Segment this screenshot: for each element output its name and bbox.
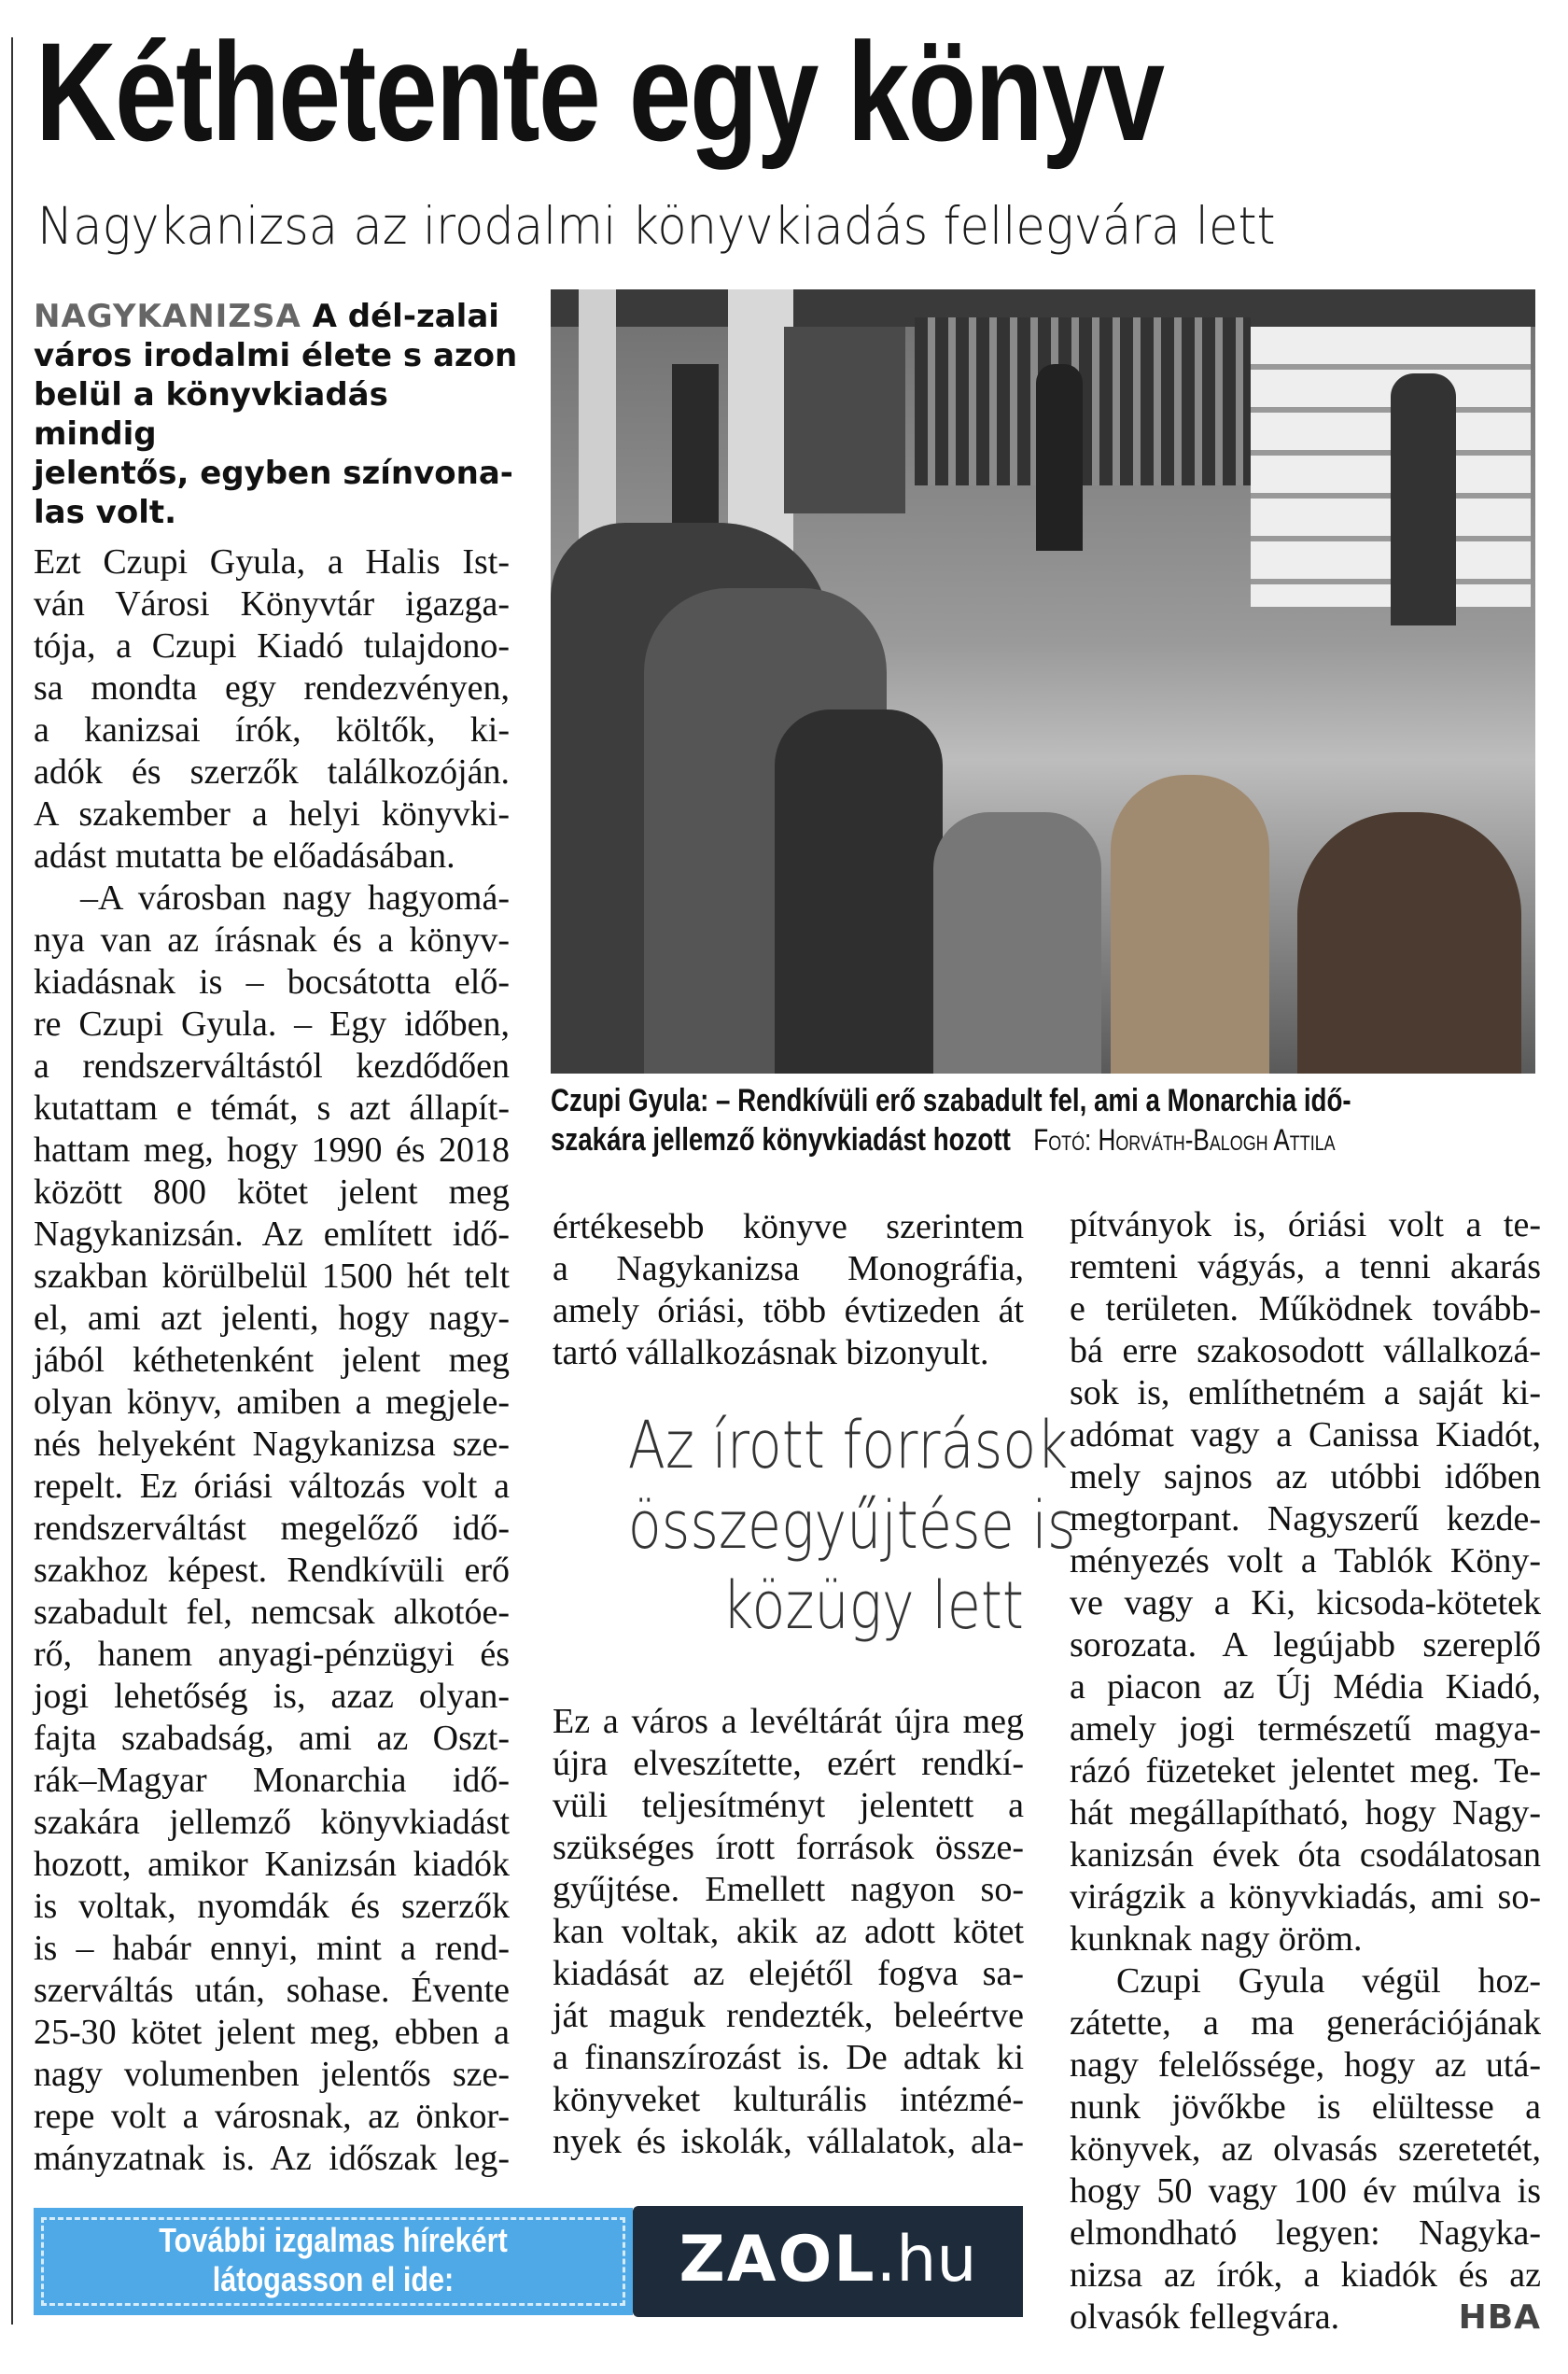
text-line: mely sajnos az utóbbi időben — [1070, 1457, 1541, 1496]
text-line: nya van az írásnak és a könyv- — [34, 920, 510, 960]
banner-line: látogasson el ide: — [212, 2260, 455, 2298]
text-line: ve vagy a Ki, kicsoda-kötetek — [1070, 1583, 1541, 1622]
text-line: szabadult fel, nemcsak alkotóe- — [34, 1593, 510, 1632]
text-line: kunknak nagy öröm. — [1070, 1919, 1363, 1959]
text-line: A szakember a helyi könyvki- — [34, 794, 510, 834]
banner-text — [78, 2221, 588, 2299]
text-line: vüli teljesítményt jelentett a — [553, 1786, 1024, 1825]
text-line: szakára jellemző könyvkiadást — [34, 1803, 510, 1842]
text-line: között 800 kötet jelent meg — [34, 1173, 510, 1212]
text-line: tója, a Czupi Kiadó tulajdono- — [34, 626, 510, 666]
text-line: kiadásnak is – bocsátotta elő- — [34, 962, 510, 1002]
text-line: e területen. Működnek tovább- — [1070, 1289, 1541, 1328]
text-line: kutattam e témát, s azt állapít- — [34, 1089, 510, 1128]
zaol-promo-banner[interactable] — [34, 2208, 1023, 2315]
logo-suffix: .hu — [875, 2223, 977, 2297]
text-line: nagy felelőssége, hogy az utá- — [1070, 2045, 1541, 2085]
text-line: amely óriási, több évtizeden át — [553, 1291, 1024, 1330]
text-line: sorozata. A legújabb szereplő — [1070, 1625, 1541, 1665]
text-line: fajta szabadság, ami az Oszt- — [34, 1719, 510, 1758]
text-line: mányzatnak is. Az időszak leg- — [34, 2139, 510, 2178]
text-line: a piacon az Új Média Kiadó, — [1070, 1667, 1541, 1707]
body-column-middle-top — [553, 1206, 1024, 1374]
text-line: megtorpant. Nagyszerű kezde- — [1070, 1499, 1541, 1538]
text-line: re Czupi Gyula. – Egy időben, — [34, 1004, 510, 1044]
text-line: kan voltak, akik az adott kötet — [553, 1912, 1024, 1951]
text-line: 25-30 kötet jelent meg, ebben a — [34, 2013, 510, 2052]
lead-line: A dél-zalai — [312, 298, 499, 335]
text-line: nyek és iskolák, vállalatok, ala- — [553, 2122, 1024, 2161]
text-line: is – habár ennyi, mint a rend- — [34, 1929, 510, 1968]
event-photo — [551, 289, 1535, 1074]
text-line: hozott, amikor Kanizsán kiadók — [34, 1845, 510, 1884]
lead-line: jelentős, egyben színvona- — [34, 455, 513, 492]
pull-quote — [553, 1405, 1076, 1646]
body-column-left — [34, 541, 510, 2180]
zaol-logo[interactable] — [633, 2223, 1023, 2297]
text-line: nunk jövőkbe is elültesse a — [1070, 2087, 1541, 2127]
caption-line: Czupi Gyula: – Rendkívüli erő szabadult fel, ami a Monarchia idő- — [551, 1083, 1351, 1118]
text-line: könyveket kulturális intézmé- — [553, 2080, 1024, 2119]
text-line: sa mondta egy rendezvényen, — [34, 668, 510, 708]
text-line: hát megállapítható, hogy Nagy- — [1070, 1793, 1541, 1833]
text-line: rendszerváltást megelőző idő- — [34, 1509, 510, 1548]
text-line: ját maguk rendezték, beleértve — [553, 1996, 1024, 2035]
body-column-right — [1070, 1204, 1541, 2339]
text-line: olvasók fellegvára. — [1070, 2297, 1340, 2337]
zaol-logo-panel[interactable] — [633, 2206, 1023, 2317]
text-line: szakhoz képest. Rendkívüli erő — [34, 1551, 510, 1590]
text-line: jogi lehetőség is, azaz olyan- — [34, 1677, 510, 1716]
text-line: a rendszerváltástól kezdődően — [34, 1047, 510, 1086]
text-line: nagy volumenben jelentős sze- — [34, 2055, 510, 2094]
text-line: amely jogi természetű magya- — [1070, 1709, 1541, 1749]
text-line: Ezt Czupi Gyula, a Halis Ist- — [34, 542, 510, 582]
text-line: újra elveszítette, ezért rendkí- — [553, 1744, 1024, 1783]
lead-line: las volt. — [34, 494, 177, 531]
lead-line: város irodalmi élete s azon — [34, 337, 518, 374]
text-line: tartó vállalkozásnak bizonyult. — [553, 1333, 989, 1372]
pull-quote-line: Az írott források — [627, 1407, 1069, 1483]
text-line: zátette, a ma generációjának — [1070, 2003, 1541, 2043]
text-line: –A városban nagy hagyomá- — [80, 878, 510, 918]
text-line: kanizsán évek óta csodálatosan — [1070, 1835, 1541, 1875]
text-line: a finanszírozást is. De adtak ki — [553, 2038, 1024, 2077]
lead-line: belül a könyvkiadás mindig — [34, 376, 388, 453]
text-line: könyvek, az olvasás szeretetét, — [1070, 2129, 1541, 2169]
text-line: is voltak, nyomdák és szerzők — [34, 1887, 510, 1926]
text-line: a kanizsai írók, költők, ki- — [34, 710, 510, 750]
text-line: szükséges írott források össze- — [553, 1828, 1024, 1867]
photo-caption — [551, 1081, 1532, 1159]
text-line: ményezés volt a Tablók Köny- — [1070, 1541, 1541, 1580]
text-line: adók és szerzők találkozóján. — [34, 752, 510, 792]
author-byline: HBA — [1458, 2298, 1541, 2337]
text-line: rák–Magyar Monarchia idő- — [34, 1761, 510, 1800]
text-line: értékesebb könyve szerintem — [553, 1207, 1024, 1246]
logo-bold: ZAOL — [679, 2223, 876, 2297]
text-line: nés helyeként Nagykanizsa sze- — [34, 1425, 510, 1464]
text-line: adómat vagy a Canissa Kiadót, — [1070, 1415, 1541, 1454]
text-line: bá erre szakosodott vállalkozá- — [1070, 1331, 1541, 1370]
text-line: el, ami azt jelenti, hogy nagy- — [34, 1299, 510, 1338]
dateline-kicker: NAGYKANIZSA — [34, 298, 301, 335]
text-line: rő, hanem anyagi-pénzügyi és — [34, 1635, 510, 1674]
text-line: szerváltás után, sohase. Évente — [34, 1971, 510, 2010]
text-line: repelt. Ez óriási változás volt a — [34, 1467, 510, 1506]
text-line: rázó füzeteket jelentet meg. Te- — [1070, 1751, 1541, 1791]
text-line: Ez a város a levéltárát újra meg — [553, 1702, 1024, 1741]
column-rule — [11, 37, 13, 2325]
text-line: Czupi Gyula végül hoz- — [1116, 1961, 1541, 2001]
text-line: remteni vágyás, a tenni akarás — [1070, 1247, 1541, 1286]
text-line: pítványok is, óriási volt a te- — [1070, 1205, 1541, 1244]
lead-paragraph — [34, 297, 519, 532]
caption-line: szakára jellemző könyvkiadást hozott — [551, 1122, 1011, 1158]
text-line: kiadását az elejétől fogva sa- — [553, 1954, 1024, 1993]
text-line: repe volt a városnak, az önkor- — [34, 2097, 510, 2136]
text-line: hogy 50 vagy 100 év múlva is — [1070, 2171, 1541, 2211]
subheadline: Nagykanizsa az irodalmi könyvkiadás fellegvára lett — [37, 196, 1276, 256]
text-line: jából kéthetenként jelent meg — [34, 1341, 510, 1380]
banner-blue-panel — [34, 2208, 633, 2315]
text-line: szakban körülbelül 1500 hét telt — [34, 1257, 510, 1296]
text-line: Nagykanizsán. Az említett idő- — [34, 1215, 510, 1254]
text-line: elmondható legyen: Nagyka- — [1070, 2213, 1541, 2253]
photo-credit: Fotó: Horváth-Balogh Attila — [1033, 1123, 1336, 1157]
text-line: hattam meg, hogy 1990 és 2018 — [34, 1131, 510, 1170]
headline: Kéthetente egy könyv — [35, 13, 1164, 170]
pull-quote-line: közügy lett — [721, 1567, 1024, 1644]
text-line: adást mutatta be előadásában. — [34, 836, 455, 876]
text-line: ván Városi Könyvtár igazga- — [34, 584, 510, 624]
text-line: nizsa az írók, a kiadók és az — [1070, 2255, 1541, 2295]
text-line: sok is, említhetném a saját ki- — [1070, 1373, 1541, 1412]
text-line: a Nagykanizsa Monográfia, — [553, 1249, 1024, 1288]
text-line: virágzik a könyvkiadás, ami so- — [1070, 1877, 1541, 1917]
text-line: gyűjtése. Emellett nagyon so- — [553, 1870, 1024, 1909]
text-line: olyan könyv, amiben a megjele- — [34, 1383, 510, 1422]
pull-quote-line: összegyűjtése is — [627, 1487, 1076, 1564]
body-column-middle-bottom — [553, 1701, 1024, 2163]
banner-line: További izgalmas hírekért — [159, 2221, 508, 2259]
